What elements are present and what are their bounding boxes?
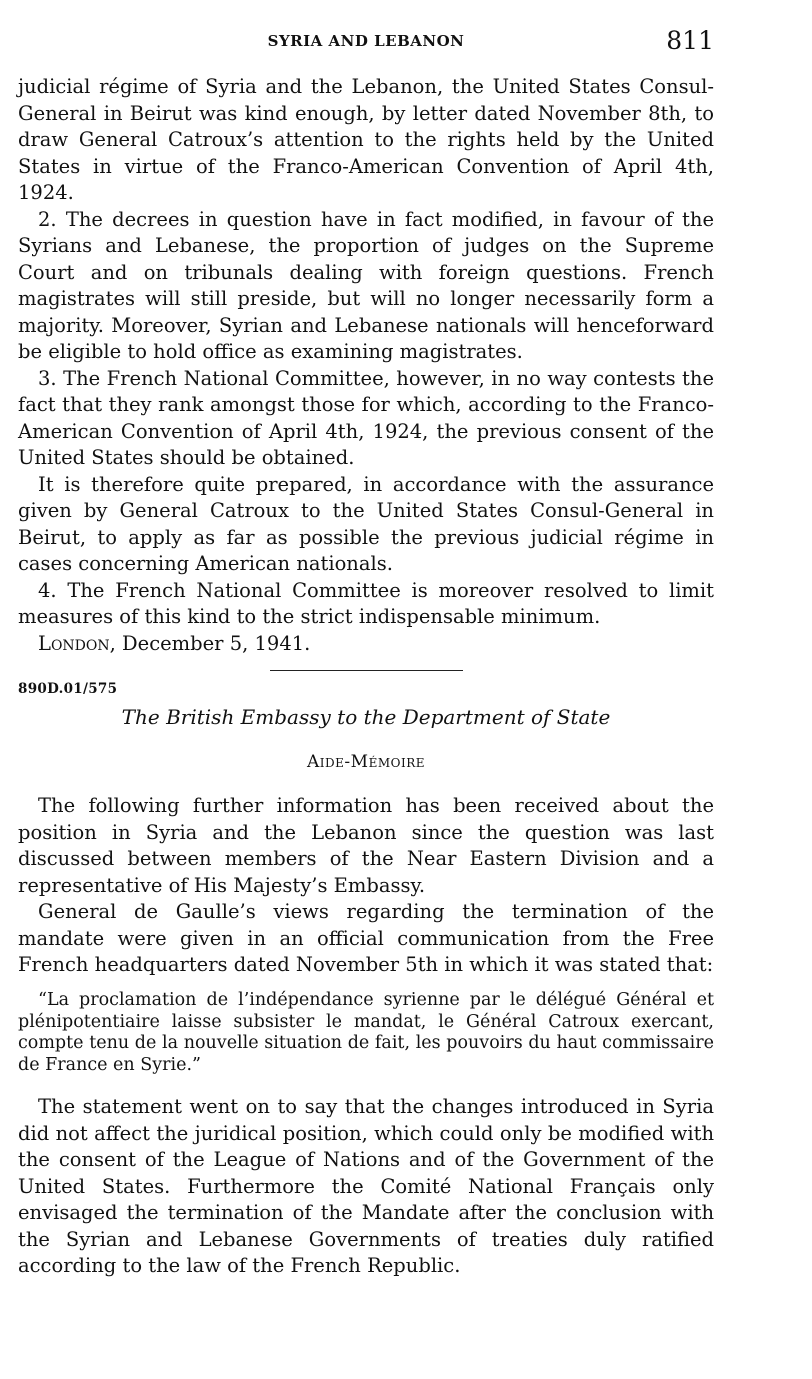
paragraph-4: 4. The French National Committee is moreover resolved to limit measures of this kind to the strict indispensable minimum.: [18, 578, 714, 628]
dateline: [18, 631, 714, 658]
aide-memoire-paragraph-2: General de Gaulle’s views regarding the termination of the mandate were given in an official communication from the Free French headquarters dated November 5th in which it was stated that:: [18, 900, 714, 976]
running-head: SYRIA AND LEBANON: [267, 32, 465, 50]
paragraph-continued: judicial régime of Syria and the Lebanon, the United States Consul-General in Beirut was kind enough, by letter dated November 8th, to draw General Catroux’s attention to the rights held by the United States in virtue of the Franco-American Convention of April 4th, 1924.: [18, 75, 714, 204]
block-quote: [18, 990, 714, 1076]
dateline-place: London: [38, 631, 110, 655]
file-number: 890D.01/575: [18, 681, 118, 697]
dateline-date: , December 5, 1941.: [109, 631, 311, 655]
page-number: 811: [666, 26, 714, 55]
aide-memoire-paragraph-3: The statement went on to say that the changes introduced in Syria did not affect the juridical position, which could only be modified with the consent of the League of Nations and of the Government of the United States. Furthermore the Comité National Français only envisaged the termination of the Mandate after the conclusion with the Syrian and Lebanese Governments of treaties duly ratified according to the law of the French Republic.: [18, 1095, 714, 1277]
aide-memoire-paragraph-1: The following further information has been received about the position in Syria and the Lebanon since the question was last discussed between members of the Near Eastern Division and a representative of His Majesty’s Embassy.: [18, 794, 714, 897]
aide-memoire-conclusion: [18, 1094, 714, 1280]
section-divider: [270, 670, 463, 671]
paragraph-3-continued: It is therefore quite prepared, in accordance with the assurance given by General Catroux to the United States Consul-General in Beirut, to apply as far as possible the previous judicial régime in cases concerning American nationals.: [18, 472, 714, 575]
letter-body: [18, 74, 714, 657]
page-header: [18, 26, 714, 58]
quoted-text: “La proclamation de l’indépendance syrienne par le délégué Général et plénipotentiaire laisse subsister le mandat, le Général Catroux exercant, compte tenu de la nouvelle situation de fait, les pouvoirs du haut commissaire de France en Syrie.”: [18, 990, 714, 1075]
aide-memoire-body: [18, 793, 714, 979]
paragraph-3: 3. The French National Committee, however, in no way contests the fact that they rank amongst those for which, according to the Franco-American Convention of April 4th, 1924, the previous consent of the United States should be obtained.: [18, 366, 714, 469]
paragraph-2: 2. The decrees in question have in fact modified, in favour of the Syrians and Lebanese, the proportion of judges on the Supreme Court and on tribunals dealing with foreign questions. French magistrates will still preside, but will no longer necessarily form a majority. Moreover, Syrian and Lebanese nationals will henceforward be eligible to hold office as examining magistrates.: [18, 207, 714, 363]
document-subtitle: Aide-Mémoire: [307, 752, 425, 772]
document-title: The British Embassy to the Department of State: [121, 705, 611, 729]
